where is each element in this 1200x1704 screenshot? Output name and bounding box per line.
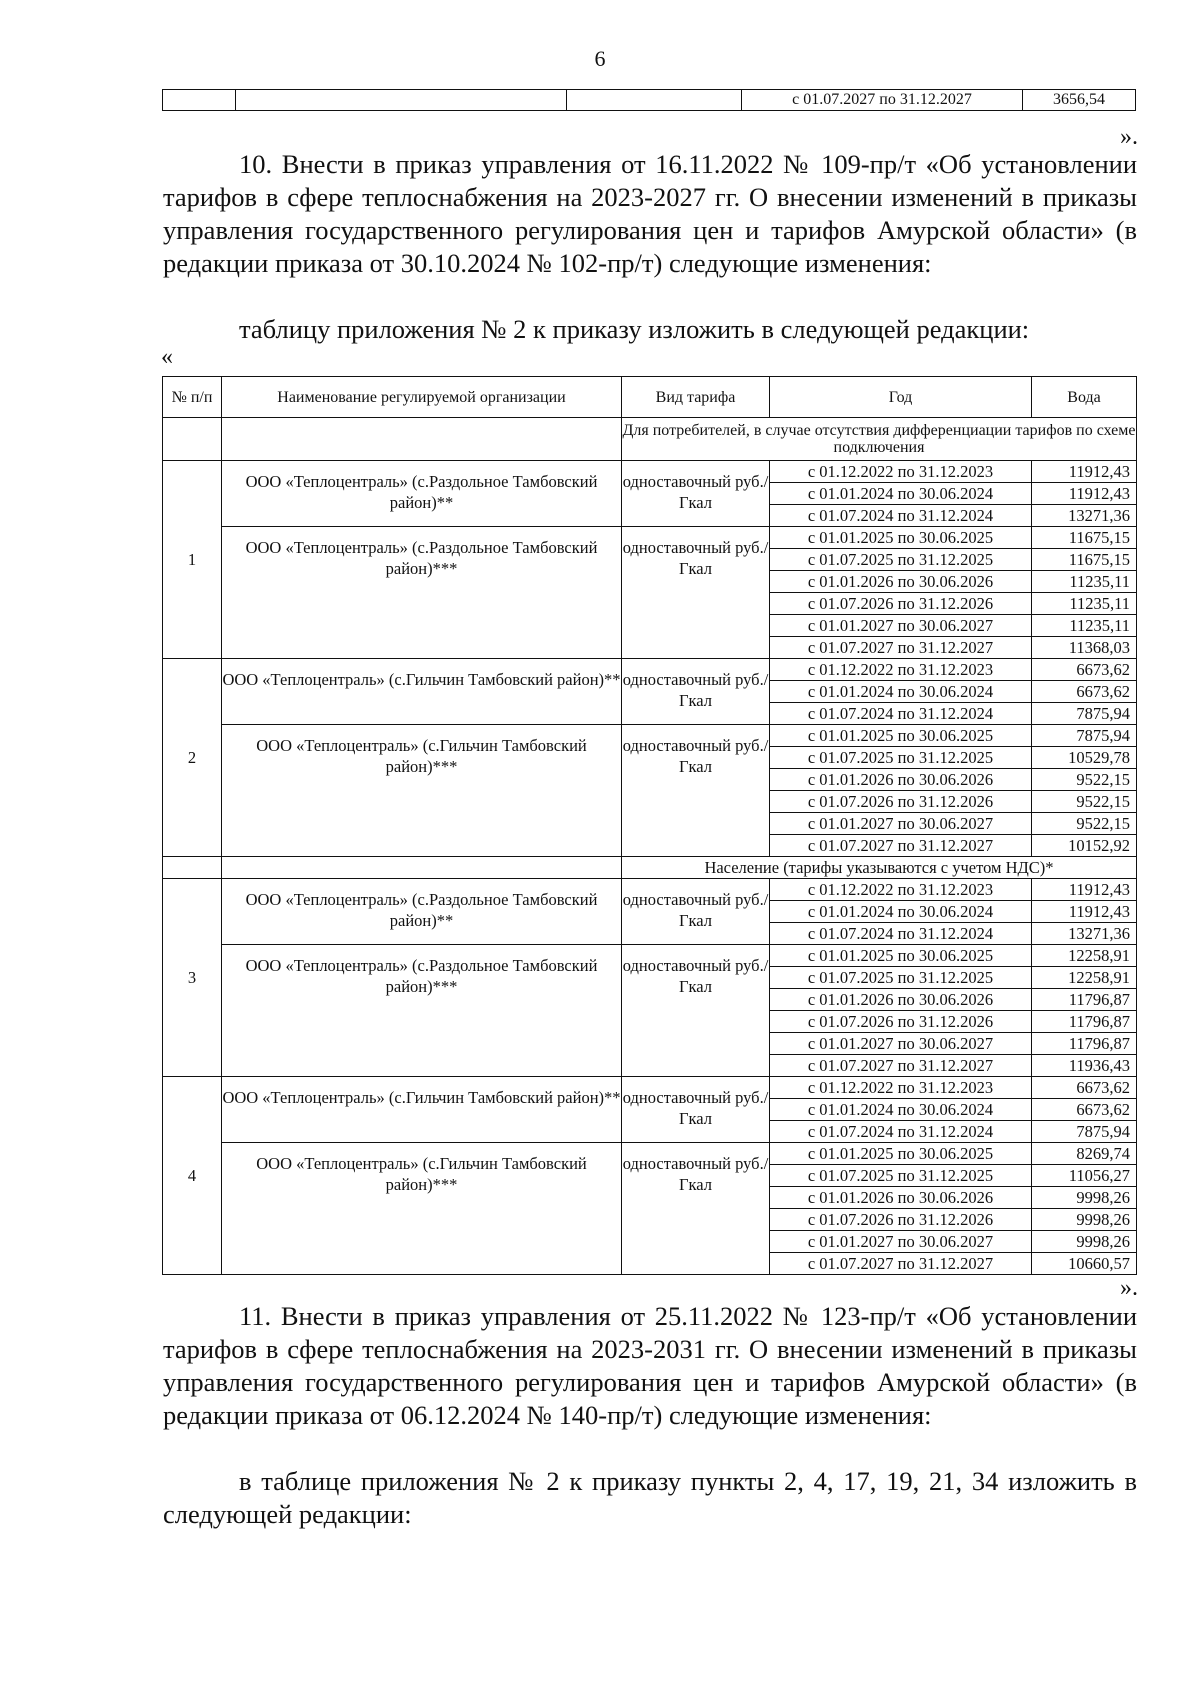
header-num: № п/п	[163, 377, 222, 418]
period-cell: с 01.07.2027 по 31.12.2027	[770, 1253, 1032, 1275]
item-number: 4	[163, 1077, 222, 1275]
value-cell: 11675,15	[1032, 527, 1137, 549]
organization-name: ООО «Теплоцентраль» (с.Гильчин Тамбовский район)**	[222, 1077, 622, 1143]
period-cell: с 01.01.2026 по 30.06.2026	[770, 989, 1032, 1011]
table-row	[163, 461, 1137, 483]
period-cell: с 01.07.2026 по 31.12.2026	[770, 593, 1032, 615]
closing-quote-2: ».	[1120, 1275, 1138, 1301]
period-cell: с 01.01.2025 по 30.06.2025	[770, 1143, 1032, 1165]
value-cell: 11675,15	[1032, 549, 1137, 571]
value-cell: 6673,62	[1032, 681, 1137, 703]
value-cell: 11368,03	[1032, 637, 1137, 659]
value-cell: 11912,43	[1032, 879, 1137, 901]
value-cell: 10660,57	[1032, 1253, 1137, 1275]
page-number: 6	[594, 46, 606, 71]
period-cell: с 01.07.2025 по 31.12.2025	[770, 1165, 1032, 1187]
header-water: Вода	[1032, 377, 1137, 418]
tariff-table-body	[163, 418, 1137, 1275]
value-cell: 6673,62	[1032, 1099, 1137, 1121]
previous-table-tail	[162, 89, 1136, 111]
period-cell: с 01.07.2025 по 31.12.2025	[770, 549, 1032, 571]
value-cell: 9522,15	[1032, 813, 1137, 835]
value-cell: 10529,78	[1032, 747, 1137, 769]
tariff-kind: одноставочный руб./Гкал	[622, 1077, 770, 1143]
value-cell: 9522,15	[1032, 791, 1137, 813]
section-row	[163, 857, 1137, 879]
tariff-table	[162, 376, 1137, 1275]
value-cell: 11796,87	[1032, 1033, 1137, 1055]
period-cell: с 01.01.2026 по 30.06.2026	[770, 1187, 1032, 1209]
table-row	[163, 90, 1136, 111]
paragraph-11-sub: в таблице приложения № 2 к приказу пункты 2, 4, 17, 19, 21, 34 изложить в следующей редакции:	[163, 1466, 1137, 1529]
tariff-kind: одноставочный руб./Гкал	[622, 725, 770, 857]
period-cell: с 01.01.2027 по 30.06.2027	[770, 615, 1032, 637]
period-cell: с 01.07.2024 по 31.12.2024	[770, 505, 1032, 527]
period-cell: с 01.07.2027 по 31.12.2027	[742, 90, 1023, 111]
value-cell: 11056,27	[1032, 1165, 1137, 1187]
tariff-kind: одноставочный руб./Гкал	[622, 659, 770, 725]
tariff-kind: одноставочный руб./Гкал	[622, 527, 770, 659]
paragraph-11: 11. Внести в приказ управления от 25.11.2022 № 123-пр/т «Об установлении тарифов в сфере теплоснабжения на 2023-2031 гг. О внесении изменений в приказы управления государственного регулирования цен и тарифов Амурской области» (в редакции приказа от 06.12.2024 № 140-пр/т) следующие изменения:	[163, 1301, 1137, 1430]
period-cell: с 01.07.2026 по 31.12.2026	[770, 1011, 1032, 1033]
table-row	[163, 1077, 1137, 1099]
period-cell: с 01.07.2024 по 31.12.2024	[770, 1121, 1032, 1143]
period-cell: с 01.07.2027 по 31.12.2027	[770, 835, 1032, 857]
period-cell: с 01.01.2024 по 30.06.2024	[770, 681, 1032, 703]
value-cell: 7875,94	[1032, 725, 1137, 747]
header-org: Наименование регулируемой организации	[222, 377, 622, 418]
value-cell: 11936,43	[1032, 1055, 1137, 1077]
period-cell: с 01.07.2027 по 31.12.2027	[770, 1055, 1032, 1077]
value-cell: 11235,11	[1032, 571, 1137, 593]
tariff-kind: одноставочный руб./Гкал	[622, 461, 770, 527]
paragraph-10-sub: таблицу приложения № 2 к приказу изложить в следующей редакции:	[239, 314, 1030, 344]
section-row	[163, 418, 1137, 461]
section-heading: Для потребителей, в случае отсутствия дифференциации тарифов по схеме подключения	[622, 418, 1137, 461]
header-kind: Вид тарифа	[622, 377, 770, 418]
organization-name: ООО «Теплоцентраль» (с.Раздольное Тамбовский район)**	[222, 461, 622, 527]
value-cell: 9522,15	[1032, 769, 1137, 791]
item-number: 2	[163, 659, 222, 857]
item-number: 1	[163, 461, 222, 659]
period-cell: с 01.01.2026 по 30.06.2026	[770, 571, 1032, 593]
value-cell: 11235,11	[1032, 593, 1137, 615]
value-cell: 11235,11	[1032, 615, 1137, 637]
period-cell: с 01.07.2025 по 31.12.2025	[770, 747, 1032, 769]
section-heading: Население (тарифы указываются с учетом НДС)*	[622, 857, 1137, 879]
period-cell: с 01.01.2024 по 30.06.2024	[770, 901, 1032, 923]
value-cell: 9998,26	[1032, 1231, 1137, 1253]
period-cell: с 01.12.2022 по 31.12.2023	[770, 461, 1032, 483]
value-cell: 13271,36	[1032, 923, 1137, 945]
organization-name: ООО «Теплоцентраль» (с.Раздольное Тамбовский район)***	[222, 527, 622, 659]
value-cell: 13271,36	[1032, 505, 1137, 527]
period-cell: с 01.12.2022 по 31.12.2023	[770, 659, 1032, 681]
table-row	[163, 659, 1137, 681]
table-row	[163, 1143, 1137, 1165]
period-cell: с 01.01.2026 по 30.06.2026	[770, 769, 1032, 791]
period-cell: с 01.07.2024 по 31.12.2024	[770, 923, 1032, 945]
value-cell: 11796,87	[1032, 989, 1137, 1011]
organization-name: ООО «Теплоцентраль» (с.Раздольное Тамбовский район)***	[222, 945, 622, 1077]
organization-name: ООО «Теплоцентраль» (с.Гильчин Тамбовский район)***	[222, 725, 622, 857]
period-cell: с 01.01.2027 по 30.06.2027	[770, 1033, 1032, 1055]
tariff-kind: одноставочный руб./Гкал	[622, 945, 770, 1077]
period-cell: с 01.07.2024 по 31.12.2024	[770, 703, 1032, 725]
period-cell: с 01.01.2027 по 30.06.2027	[770, 1231, 1032, 1253]
organization-name: ООО «Теплоцентраль» (с.Гильчин Тамбовский район)***	[222, 1143, 622, 1275]
organization-name: ООО «Теплоцентраль» (с.Гильчин Тамбовский район)**	[222, 659, 622, 725]
value-cell: 12258,91	[1032, 945, 1137, 967]
table-header-row	[163, 377, 1137, 418]
period-cell: с 01.07.2026 по 31.12.2026	[770, 791, 1032, 813]
item-number: 3	[163, 879, 222, 1077]
value-cell: 7875,94	[1032, 1121, 1137, 1143]
tariff-kind: одноставочный руб./Гкал	[622, 879, 770, 945]
period-cell: с 01.07.2025 по 31.12.2025	[770, 967, 1032, 989]
value-cell: 6673,62	[1032, 659, 1137, 681]
table-row	[163, 527, 1137, 549]
opening-quote: «	[161, 344, 173, 370]
period-cell: с 01.01.2025 по 30.06.2025	[770, 527, 1032, 549]
organization-name: ООО «Теплоцентраль» (с.Раздольное Тамбовский район)**	[222, 879, 622, 945]
table-row	[163, 945, 1137, 967]
header-year: Год	[770, 377, 1032, 418]
table-row	[163, 879, 1137, 901]
period-cell: с 01.01.2027 по 30.06.2027	[770, 813, 1032, 835]
value-cell: 11912,43	[1032, 461, 1137, 483]
value-cell: 9998,26	[1032, 1187, 1137, 1209]
period-cell: с 01.01.2025 по 30.06.2025	[770, 945, 1032, 967]
period-cell: с 01.12.2022 по 31.12.2023	[770, 1077, 1032, 1099]
period-cell: с 01.01.2024 по 30.06.2024	[770, 483, 1032, 505]
tariff-kind: одноставочный руб./Гкал	[622, 1143, 770, 1275]
value-cell: 3656,54	[1023, 90, 1136, 111]
value-cell: 10152,92	[1032, 835, 1137, 857]
value-cell: 11912,43	[1032, 901, 1137, 923]
value-cell: 9998,26	[1032, 1209, 1137, 1231]
closing-quote: ».	[1120, 124, 1138, 150]
period-cell: с 01.01.2024 по 30.06.2024	[770, 1099, 1032, 1121]
paragraph-10: 10. Внести в приказ управления от 16.11.2022 № 109-пр/т «Об установлении тарифов в сфере теплоснабжения на 2023-2027 гг. О внесении изменений в приказы управления государственного регулирования цен и тарифов Амурской области» (в редакции приказа от 30.10.2024 № 102-пр/т) следующие изменения:	[163, 149, 1137, 278]
period-cell: с 01.12.2022 по 31.12.2023	[770, 879, 1032, 901]
period-cell: с 01.01.2025 по 30.06.2025	[770, 725, 1032, 747]
period-cell: с 01.07.2027 по 31.12.2027	[770, 637, 1032, 659]
value-cell: 11912,43	[1032, 483, 1137, 505]
value-cell: 7875,94	[1032, 703, 1137, 725]
value-cell: 12258,91	[1032, 967, 1137, 989]
value-cell: 8269,74	[1032, 1143, 1137, 1165]
table-row	[163, 725, 1137, 747]
period-cell: с 01.07.2026 по 31.12.2026	[770, 1209, 1032, 1231]
value-cell: 11796,87	[1032, 1011, 1137, 1033]
value-cell: 6673,62	[1032, 1077, 1137, 1099]
